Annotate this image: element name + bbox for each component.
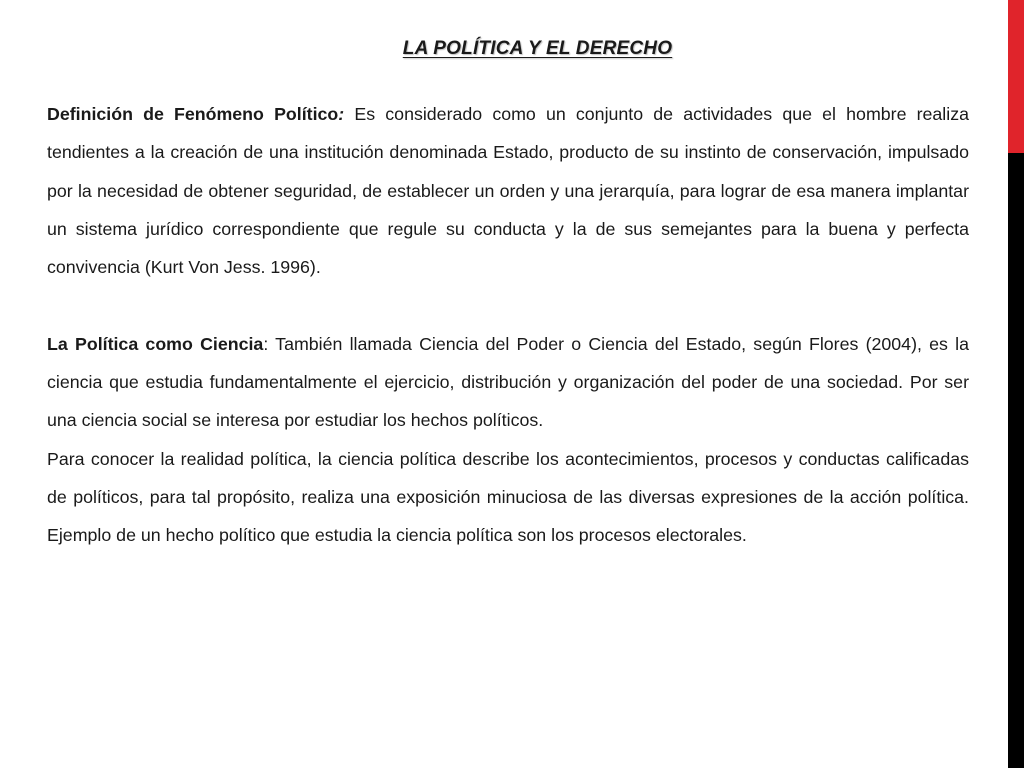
science-text: También llamada Ciencia del Poder o Ciencia del Estado, según Flores (2004), es la ciencia que estudia fundamentalmente el ejercicio, distribución y organización del poder de una sociedad. Por ser una ciencia social se interesa por estudiar los hechos políticos. bbox=[47, 333, 969, 431]
accent-bar-black bbox=[1008, 153, 1024, 768]
slide-title: LA POLÍTICA Y EL DERECHO bbox=[402, 38, 673, 59]
definition-term: Definición de Fenómeno Político bbox=[47, 104, 339, 124]
definition-separator: : bbox=[338, 104, 345, 124]
paragraph-closing: Para conocer la realidad política, la ciencia política describe los acontecimientos, procesos y conductas calificadas de políticos, para tal propósito, realiza una exposición minuciosa de las diversas expresiones de la acción política. Ejemplo de un hecho político que estudia la ciencia política son los procesos electorales. bbox=[47, 448, 969, 546]
science-separator: : bbox=[263, 333, 269, 354]
accent-bar bbox=[1008, 0, 1024, 768]
science-term: La Política como Ciencia bbox=[47, 333, 264, 354]
definition-text: Es considerado como un conjunto de actividades que el hombre realiza tendientes a la creación de una institución denominada Estado, producto de su instinto de conservación, impulsado por la necesidad de obtener seguridad, de establecer un orden y una jerarquía, para lograr de esa manera implantar un sistema jurídico correspondiente que regule su conducta y la de sus semejantes para la buena y perfecta convivencia (Kurt Von Jess. 1996). bbox=[47, 104, 969, 278]
body-text bbox=[47, 95, 969, 555]
paragraph-definition bbox=[47, 95, 969, 286]
paragraph-science bbox=[47, 325, 969, 440]
accent-bar-red bbox=[1008, 0, 1024, 153]
paragraph-gap bbox=[47, 286, 969, 324]
